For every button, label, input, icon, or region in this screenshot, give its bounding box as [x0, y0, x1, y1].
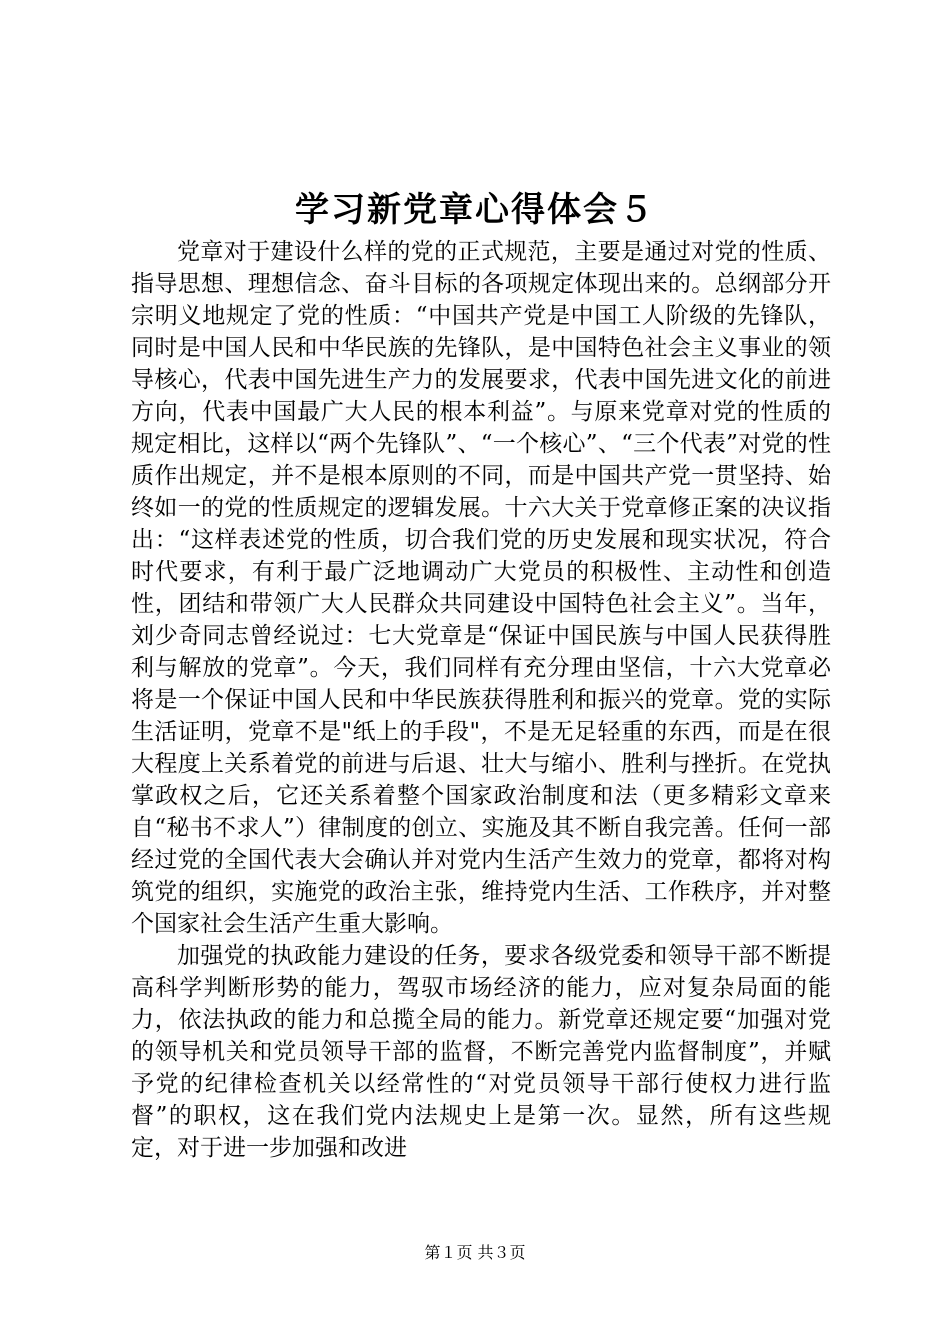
paragraph-2: 加强党的执政能力建设的任务，要求各级党委和领导干部不断提高科学判断形势的能力，驾驭市场经济的能力，应对复杂局面的能力，依法执政的能力和总揽全局的能力。新党章还规定要“加强对党的领导机关和党员领导干部的监督，不断完善党内监督制度”，并赋予党的纪律检查机关以经常性的“对党员领导干部行使权力进行监督”的职权，这在我们党内法规史上是第一次。显然，所有这些规定，对于进一步加强和改进: [131, 943, 831, 1161]
paragraph-1: 党章对于建设什么样的党的正式规范，主要是通过对党的性质、指导思想、理想信念、奋斗目标的各项规定体现出来的。总纲部分开宗明义地规定了党的性质：“中国共产党是中国工人阶级的先锋队，同时是中国人民和中华民族的先锋队，是中国特色社会主义事业的领导核心，代表中国先进生产力的发展要求，代表中国先进文化的前进方向，代表中国最广大人民的根本利益”。与原来党章对党的性质的规定相比，这样以“两个先锋队”、“一个核心”、“三个代表”对党的性质作出规定，并不是根本原则的不同，而是中国共产党一贯坚持、始终如一的党的性质规定的逻辑发展。十六大关于党章修正案的决议指出：“这样表述党的性质，切合我们党的历史发展和现实状况，符合时代要求，有利于最广泛地调动广大党员的积极性、主动性和创造性，团结和带领广大人民群众共同建设中国特色社会主义”。当年，刘少奇同志曾经说过：七大党章是“保证中国民族与中国人民获得胜利与解放的党章”。今天，我们同样有充分理由坚信，十六大党章必将是一个保证中国人民和中华民族获得胜利和振兴的党章。党的实际生活证明，党章不是"纸上的手段"，不是无足轻重的东西，而是在很大程度上关系着党的前进与后退、壮大与缩小、胜利与挫折。在党执掌政权之后，它还关系着整个国家政治制度和法（更多精彩文章来自“秘书不求人”）律制度的创立、实施及其不断自我完善。任何一部经过党的全国代表大会确认并对党内生活产生效力的党章，都将对构筑党的组织，实施党的政治主张，维持党内生活、工作秩序，并对整个国家社会生活产生重大影响。: [131, 239, 831, 937]
page-footer: 第１页 共３页: [424, 1243, 526, 1262]
document-title: 学习新党章心得体会５: [295, 190, 655, 230]
document-body: [131, 236, 831, 1164]
